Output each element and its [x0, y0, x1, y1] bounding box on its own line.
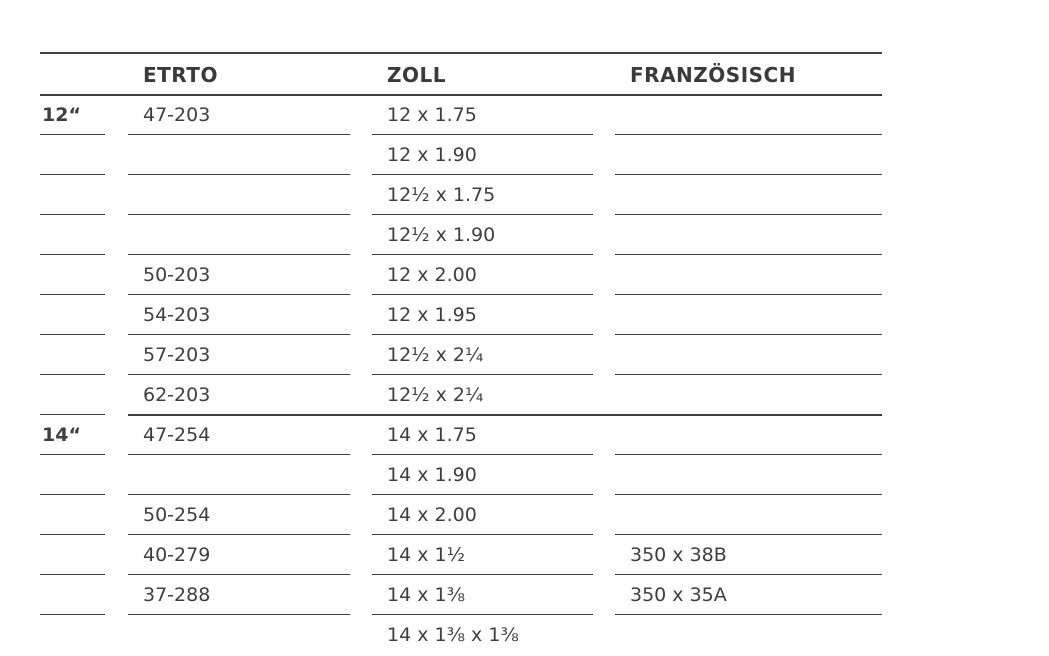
zoll-cell-text: 12½ x 1.75	[387, 184, 496, 206]
etrto-cell-text: 57-203	[143, 344, 211, 366]
etrto-cell	[128, 416, 350, 455]
etrto-cell	[128, 376, 350, 414]
size-cell	[40, 536, 105, 575]
zoll-cell-text: 12½ x 2¼	[387, 384, 484, 406]
size-cell	[40, 136, 105, 175]
zoll-cell	[372, 216, 593, 255]
zoll-cell	[372, 456, 593, 495]
zoll-cell	[372, 176, 593, 215]
franzoesisch-cell	[615, 216, 882, 255]
size-cell-text: 12“	[42, 104, 81, 126]
table-row	[40, 576, 882, 616]
size-cell	[40, 616, 105, 654]
header-etrto: ETRTO	[143, 63, 218, 87]
table-row	[40, 376, 882, 416]
etrto-cell-text: 54-203	[143, 304, 211, 326]
zoll-cell	[372, 416, 593, 455]
size-cell	[40, 296, 105, 335]
franzoesisch-cell	[615, 296, 882, 335]
zoll-cell-text: 14 x 1½	[387, 544, 466, 566]
table-row	[40, 536, 882, 576]
zoll-cell-text: 12½ x 2¼	[387, 344, 484, 366]
etrto-cell	[128, 576, 350, 615]
franzoesisch-cell	[615, 616, 882, 654]
zoll-cell	[372, 96, 593, 135]
table-row	[40, 136, 882, 176]
header-zoll: ZOLL	[387, 63, 446, 87]
etrto-cell-text: 47-254	[143, 424, 211, 446]
zoll-cell	[372, 336, 593, 375]
zoll-cell-text: 12 x 2.00	[387, 264, 477, 286]
size-cell	[40, 496, 105, 535]
zoll-cell-text: 14 x 1⅜ x 1⅜	[387, 624, 519, 646]
etrto-cell-text: 47-203	[143, 104, 211, 126]
franzoesisch-cell	[615, 576, 882, 615]
zoll-cell	[372, 576, 593, 615]
franzoesisch-cell	[615, 336, 882, 375]
size-cell	[40, 416, 105, 455]
table-row	[40, 216, 882, 256]
etrto-cell	[128, 536, 350, 575]
table-row	[40, 336, 882, 376]
etrto-cell	[128, 216, 350, 255]
etrto-cell	[128, 456, 350, 495]
table-row	[40, 176, 882, 216]
etrto-cell	[128, 296, 350, 335]
etrto-cell-text: 62-203	[143, 384, 211, 406]
franzoesisch-cell-text: 350 x 35A	[630, 584, 727, 606]
franzoesisch-cell	[615, 176, 882, 215]
size-cell	[40, 176, 105, 215]
table-row	[40, 456, 882, 496]
header-franzoesisch: FRANZÖSISCH	[630, 63, 796, 87]
franzoesisch-cell	[615, 416, 882, 455]
size-cell	[40, 336, 105, 375]
size-cell-text: 14“	[42, 424, 81, 446]
size-cell	[40, 576, 105, 615]
franzoesisch-cell	[615, 136, 882, 175]
zoll-cell	[372, 616, 593, 654]
size-cell	[40, 96, 105, 135]
etrto-cell-text: 50-203	[143, 264, 211, 286]
table-row	[40, 616, 882, 656]
etrto-cell	[128, 616, 350, 654]
etrto-cell-text: 40-279	[143, 544, 211, 566]
zoll-cell	[372, 496, 593, 535]
zoll-cell-text: 14 x 1.75	[387, 424, 477, 446]
etrto-cell	[128, 256, 350, 295]
franzoesisch-cell	[615, 496, 882, 535]
franzoesisch-cell	[615, 96, 882, 135]
size-cell	[40, 456, 105, 495]
zoll-cell-text: 14 x 2.00	[387, 504, 477, 526]
franzoesisch-cell	[615, 536, 882, 575]
table-row	[40, 496, 882, 536]
etrto-cell	[128, 336, 350, 375]
zoll-cell-text: 12½ x 1.90	[387, 224, 496, 246]
zoll-cell	[372, 136, 593, 175]
size-cell	[40, 256, 105, 295]
franzoesisch-cell	[615, 456, 882, 495]
table-body	[40, 96, 882, 656]
etrto-cell	[128, 96, 350, 135]
etrto-cell	[128, 136, 350, 175]
table-row	[40, 96, 882, 136]
size-cell	[40, 216, 105, 255]
table-row	[40, 416, 882, 456]
etrto-cell	[128, 176, 350, 215]
zoll-cell-text: 12 x 1.75	[387, 104, 477, 126]
zoll-cell	[372, 296, 593, 335]
zoll-cell	[372, 256, 593, 295]
zoll-cell	[372, 536, 593, 575]
table-row	[40, 256, 882, 296]
etrto-cell-text: 37-288	[143, 584, 211, 606]
table-row	[40, 296, 882, 336]
zoll-cell-text: 14 x 1.90	[387, 464, 477, 486]
zoll-cell	[372, 376, 593, 414]
zoll-cell-text: 12 x 1.90	[387, 144, 477, 166]
franzoesisch-cell	[615, 376, 882, 414]
table-header-row	[40, 54, 882, 96]
etrto-cell-text: 50-254	[143, 504, 211, 526]
etrto-cell	[128, 496, 350, 535]
franzoesisch-cell	[615, 256, 882, 295]
tire-size-table	[40, 52, 882, 656]
size-cell	[40, 376, 105, 415]
zoll-cell-text: 14 x 1⅜	[387, 584, 466, 606]
zoll-cell-text: 12 x 1.95	[387, 304, 477, 326]
franzoesisch-cell-text: 350 x 38B	[630, 544, 727, 566]
